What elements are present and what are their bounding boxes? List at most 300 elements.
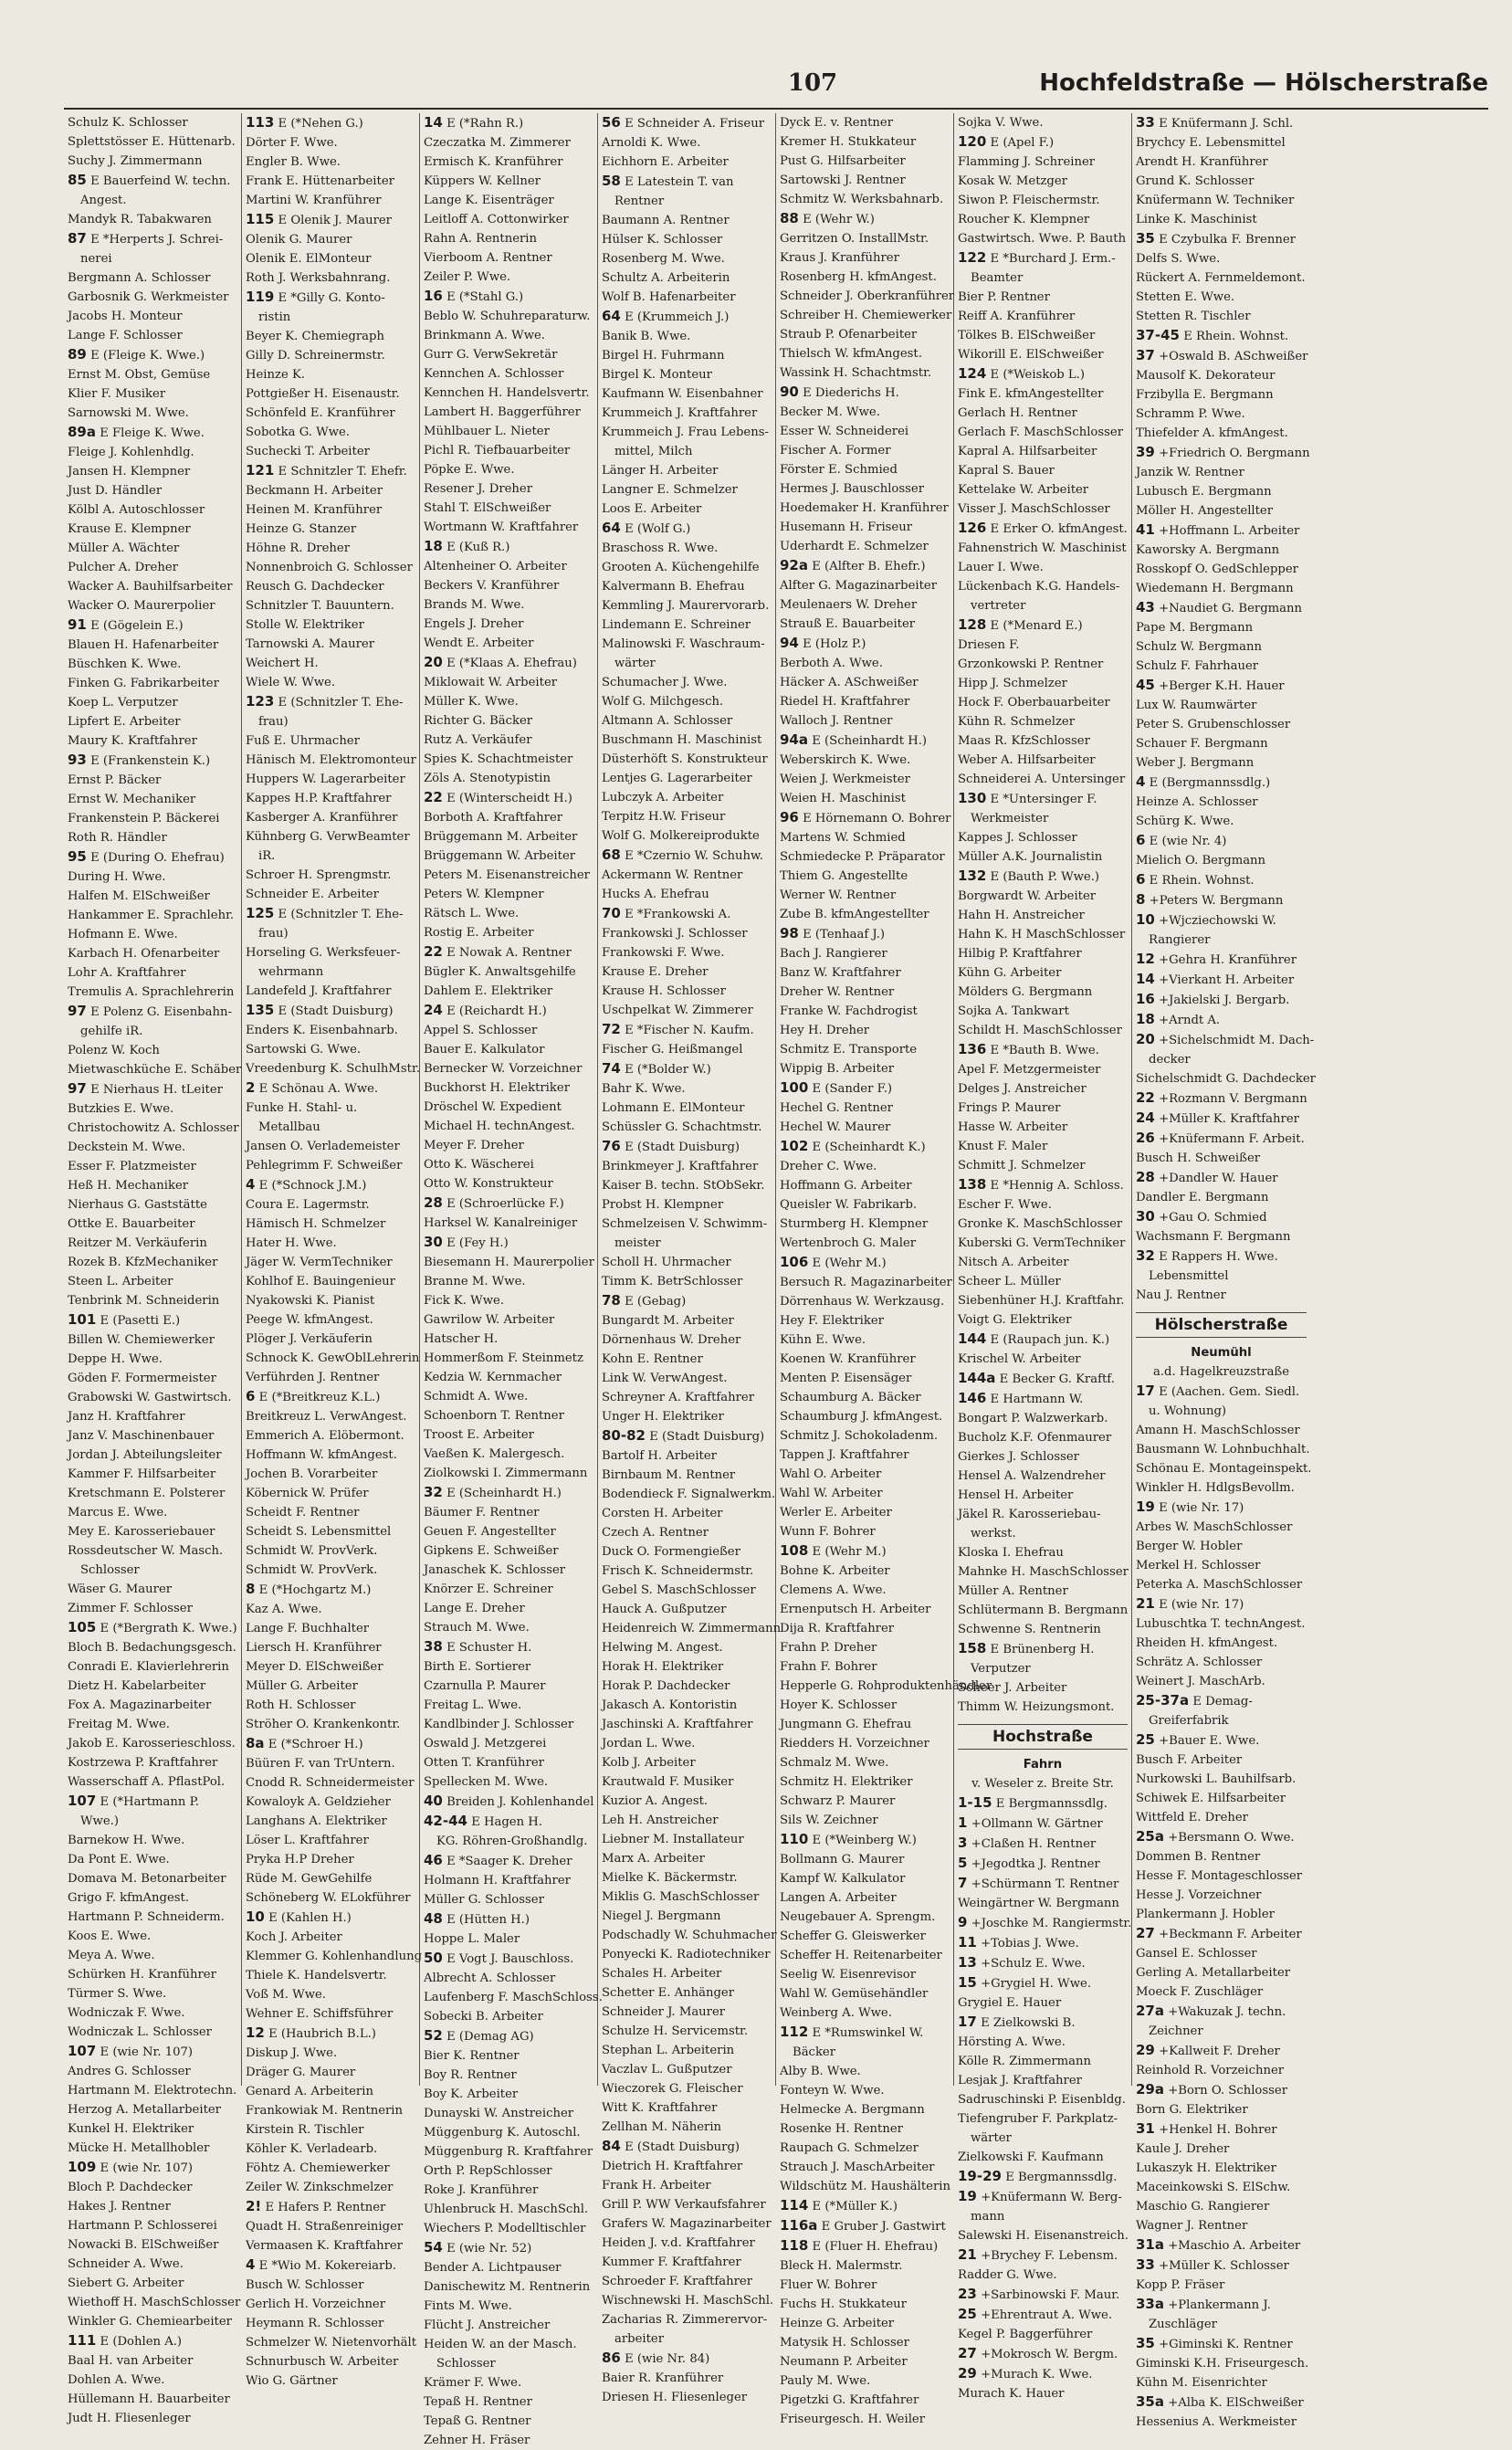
entry-text: Bauer E. Kalkulator [424,1043,545,1057]
entry-text: E Olenik J. Maurer [278,214,392,227]
directory-entry [424,2142,593,2161]
entry-text: Schiwek E. Hilfsarbeiter [1136,1792,1286,1805]
entry-text: E (*Klaas A. Ehefrau) [446,657,577,670]
house-number: 33 [1136,2256,1155,2273]
directory-entry [602,2003,772,2022]
house-number: 29a [1136,2081,1164,2098]
house-number: 1-15 [958,1794,992,1811]
entry-text: Schneider J. Maurer [602,2005,726,2019]
directory-entry [68,1965,237,1984]
entry-text: Klemmer G. Kohlenhandlung [246,1950,423,1963]
directory-entry [68,751,237,771]
entry-text: +Kallweit F. Dreher [1159,2045,1280,2058]
entry-text: Genard A. Arbeiterin [246,2085,373,2098]
directory-entry [958,1933,1128,1953]
entry-text: Nierhaus G. Gaststätte [68,1198,207,1212]
entry-text: Heymann R. Schlosser [246,2317,384,2330]
directory-entry [958,2226,1128,2245]
directory-entry [68,1002,237,1022]
entry-text: Hämisch H. Schmelzer [246,1217,386,1231]
directory-entry [1136,463,1307,482]
entry-text: Kaworsky A. Bergmann [1136,543,1280,557]
entry-text: Baier R. Kranführer [602,2371,724,2385]
entry-text: E Schnitzler T. Ehefr. [278,465,407,478]
directory-entry [68,152,237,171]
directory-entry [1136,2295,1307,2315]
directory-entry [1136,1614,1307,1634]
house-number: 28 [1136,1169,1155,1185]
directory-entry [780,1292,950,1311]
directory-entry [602,423,772,442]
entry-text: Plöger J. Verkäuferin [246,1332,373,1346]
directory-entry [1136,1069,1316,1088]
directory-entry [780,1118,950,1137]
house-number: 64 [602,520,621,536]
directory-entry [424,1387,593,1406]
directory-entry [602,1059,772,1079]
directory-entry [780,1753,950,1772]
directory-entry [1136,1382,1307,1402]
entry-text: Busch H. Schweißer [1136,1151,1261,1165]
directory-entry [780,983,950,1002]
entry-text: Tremulis A. Sprachlehrerin [68,985,235,999]
directory-entry [246,1040,415,1059]
entry-text: Wahl O. Arbeiter [780,1467,882,1481]
entry-text: E Rhein. Wohnst. [1183,330,1289,343]
entry-text: Schultz A. Arbeiterin [602,271,730,285]
entry-text: Nyakowski K. Pianist [246,1294,375,1308]
directory-entry [1136,637,1307,657]
directory-entry [246,1503,415,1522]
entry-text: Bodendieck F. Signalwerkm. [602,1488,776,1501]
entry-text: E *Hennig A. Schloss. [990,1179,1124,1193]
entry-text: Deppe H. Wwe. [68,1352,163,1366]
directory-entry [602,2369,772,2388]
entry-text: +Joschke M. Rangiermstr. [971,1917,1132,1930]
entry-text: Grzonkowski P. Rentner [958,657,1104,671]
entry-text: Visser J. MaschSchlosser [958,502,1110,516]
entry-text: Zöls A. Stenotypistin [424,772,551,785]
directory-entry [424,1233,593,1253]
entry-text: Arnoldi K. Wwe. [602,136,701,150]
entry-text: Sarnowski M. Wwe. [68,406,189,420]
entry-text: Duck O. Formengießer [602,1545,740,1559]
directory-entry [68,2139,237,2158]
directory-entry [780,325,950,344]
entry-text: Dröschel W. Expedient [424,1100,562,1114]
entry-text: Köhler K. Verladearb. [246,2142,378,2156]
house-number: 114 [780,2197,809,2213]
house-number: 89 [68,346,87,363]
directory-entry [602,788,772,807]
entry-text: Wacker O. Maurerpolier [68,599,215,613]
entry-text: Hepperle G. Rohproduktenhändler [780,1679,992,1693]
entry-text: E *Frankowski A. [625,908,731,921]
entry-text: Schmelzer W. Nietenvorhält [246,2336,417,2350]
entry-text: Gawrilow W. Arbeiter [424,1313,555,1327]
directory-entry [68,963,237,983]
entry-text: Flamming J. Schreiner [958,155,1096,169]
house-number: 110 [780,1831,809,1847]
entry-text: E (Fey H.) [446,1236,509,1250]
entry-text: E (Stadt Duisburg) [278,1004,394,1018]
entry-text: +Beckmann F. Arbeiter [1159,1928,1302,1941]
directory-entry [1136,2276,1307,2295]
entry-text: Schmitz J. Schokoladenm. [780,1429,939,1443]
entry-text: Roke J. Kranführer [424,2183,539,2197]
directory-entry [246,577,415,596]
directory-entry [1136,1963,1307,1982]
house-number: 85 [68,172,87,188]
directory-entry [958,1330,1128,1350]
directory-entry [246,500,415,520]
directory-entry [780,499,950,518]
entry-text: Krischel W. Arbeiter [958,1352,1081,1366]
entry-text: Beblo W. Schuhreparaturw. [424,310,591,323]
entry-text: Wortmann W. Kraftfahrer [424,520,579,534]
entry-text: Karbach H. Ofenarbeiter [68,947,220,961]
entry-text: gehilfe iR. [80,1025,143,1038]
entry-text: Grigo F. kfmAngest. [68,1891,190,1905]
directory-entry [602,1657,772,1677]
directory-entry [1136,812,1307,831]
entry-text: Müller G. Arbeiter [246,1679,358,1693]
directory-entry [424,1637,593,1657]
directory-entry [424,2066,593,2085]
directory-entry [246,1619,415,1638]
directory-entry [246,539,415,558]
entry-text: Schmidt W. ProvVerk. [246,1563,378,1577]
entry-text: Pust G. Hilfsarbeiter [780,154,906,168]
directory-entry [424,885,593,904]
house-number: 31 [1136,2120,1155,2137]
house-number: 4 [1136,773,1146,790]
directory-entry [1136,1421,1307,1440]
directory-entry [958,2245,1128,2266]
entry-text: Nurkowski L. Bauhilfsarb. [1136,1772,1297,1786]
directory-entry [246,2004,415,2024]
entry-text: Sartowski G. Wwe. [246,1043,362,1057]
entry-text: Altmann A. Schlosser [602,714,733,728]
entry-text: Bleck H. Malermstr. [780,2259,903,2273]
directory-entry [246,1465,415,1484]
entry-text: Bach J. Rangierer [780,947,887,961]
directory-entry [246,615,415,635]
entry-text: E Latestein T. van [625,175,734,189]
entry-text: +Tobias J. Wwe. [981,1937,1079,1951]
house-number: 119 [246,289,275,305]
directory-entry [246,943,415,962]
directory-entry [958,1369,1128,1389]
entry-text: Jansen H. Klempner [68,465,191,478]
entry-text: Zehner H. Fräser [424,2434,530,2447]
entry-text: Sojka A. Tankwart [958,1004,1069,1018]
directory-entry [424,537,593,557]
house-number: 72 [602,1021,621,1037]
directory-entry [424,2200,593,2219]
directory-entry [780,924,950,944]
entry-text: Kosak W. Metzger [958,174,1067,188]
directory-entry [780,2371,950,2391]
entry-text: Strauch M. Wwe. [424,1621,530,1635]
directory-entry [780,1426,950,1446]
entry-text: Appel S. Schlosser [424,1024,538,1037]
entry-text: Suchy J. Zimmermann [68,154,203,168]
entry-text: Frings P. Maurer [958,1101,1061,1115]
directory-entry [424,2316,593,2335]
entry-text: Driesen H. Fliesenleger [602,2391,748,2404]
entry-text: Ernenputsch H. Arbeiter [780,1603,931,1616]
entry-text: Reitzer M. Verkäuferin [68,1236,207,1250]
entry-text: Escher F. Wwe. [958,1198,1052,1212]
entry-text: E (Stadt Duisburg) [625,2140,740,2154]
entry-text: Knüfermann W. Techniker [1136,194,1295,207]
entry-text: Hakes J. Rentner [68,2200,171,2213]
entry-text: Pryka H.P Dreher [246,1853,354,1866]
entry-text: Schnurbusch W. Arbeiter [246,2355,399,2369]
entry-text: E Demag- [1192,1695,1253,1709]
directory-entry [68,326,237,345]
entry-text: Hey F. Elektriker [780,1314,884,1328]
directory-entry [246,846,415,866]
entry-text: Plankermann J. Hobler [1136,1908,1275,1921]
entry-text: Grooten A. Küchengehilfe [602,561,760,574]
entry-text: Lubuschtka T. technAngest. [1136,1617,1306,1631]
directory-entry [68,1253,237,1272]
directory-entry [602,1330,772,1350]
directory-entry [424,1734,593,1753]
directory-entry [780,789,950,808]
directory-entry [780,1522,950,1541]
directory-entry [958,1060,1128,1079]
entry-text: Sadruschinski P. Eisenbldg. [958,2093,1126,2107]
directory-entry [68,906,237,925]
directory-entry [1136,870,1307,890]
directory-entry [780,692,950,711]
entry-text: Dunayski W. Anstreicher [424,2107,574,2120]
entry-text: Fick K. Wwe. [424,1294,505,1308]
directory-entry [602,962,772,982]
entry-text: Beckmann H. Arbeiter [246,484,383,498]
directory-entry [602,2214,772,2234]
directory-entry [246,1253,415,1272]
directory-entry [780,287,955,306]
directory-entry [1136,1982,1307,2002]
directory-column-3 [420,113,603,2447]
entry-text: Mühlbauer L. Nieter [424,425,550,438]
directory-entry [1136,1691,1307,1711]
directory-entry [780,403,950,422]
entry-text: Göden F. Formermeister [68,1372,216,1385]
entry-text: Weberskirch K. Wwe. [780,753,911,767]
entry-text: Nowacki B. ElSchweißer [68,2238,219,2252]
entry-text: Da Pont E. Wwe. [68,1853,170,1866]
directory-entry [424,403,593,422]
entry-text: Frankowski J. Schlosser [602,927,748,941]
directory-entry [424,2277,593,2297]
entry-text: Verführden J. Rentner [246,1371,380,1384]
directory-entry [424,384,593,403]
entry-text: Janzik W. Rentner [1136,466,1244,479]
directory-entry [246,481,415,500]
entry-text: +Knüfermann W. Berg- [981,2191,1122,2204]
page-number: 107 [787,69,838,97]
entry-text: Frank E. Hüttenarbeiter [246,174,394,188]
entry-text: Wehner E. Schiffsführer [246,2007,394,2021]
entry-text: Kühn E. Wwe. [780,1333,866,1347]
entry-text: Weien J. Werkmeister [780,773,910,786]
directory-entry [246,789,415,808]
entry-text: Birnbaum M. Rentner [602,1468,736,1482]
directory-entry [424,2104,593,2123]
directory-entry [1136,229,1307,249]
directory-entry [68,1657,237,1677]
directory-entry [68,809,237,828]
directory-entry [68,1850,237,1869]
entry-text: Finken G. Fabrikarbeiter [68,677,219,690]
directory-entry [780,363,950,383]
entry-text: Polenz W. Koch [68,1044,160,1057]
entry-text: E (Scheinhardt K.) [812,1141,926,1154]
entry-text: Tappen J. Kraftfahrer [780,1448,909,1462]
entry-text: Müggenburg K. Autoschl. [424,2126,581,2140]
entry-text: Jochen B. Vorarbeiter [246,1467,378,1481]
directory-entry [602,249,772,268]
entry-text: Queisler W. Fabrikarb. [780,1198,918,1212]
entry-text: Born G. Elektriker [1136,2103,1248,2117]
directory-entry [780,1040,950,1059]
directory-entry [780,1772,950,1792]
entry-text: E (Scheinhardt H.) [812,734,928,748]
directory-entry [780,673,950,692]
directory-entry [1136,2315,1307,2334]
entry-text: E (*Schroer H.) [268,1738,363,1751]
directory-entry [68,1214,237,1234]
entry-text: Arendt H. Kranführer [1136,155,1268,169]
directory-entry [424,2238,593,2258]
entry-text: Küppers W. Kellner [424,174,541,188]
directory-entry [602,1040,772,1059]
directory-entry [958,847,1128,867]
directory-entry [68,2158,237,2178]
entry-text: E (Stadt Duisburg) [649,1430,765,1444]
entry-text: Jakob E. Karosserieschloss. [68,1737,236,1751]
entry-text: Grafers W. Magazinarbeiter [602,2217,772,2231]
entry-text: Jacobs H. Monteur [68,310,183,323]
directory-entry [424,1599,593,1618]
directory-entry [424,2258,593,2277]
entry-text: E Brünenberg H. [990,1643,1095,1656]
entry-text: Grygiel E. Hauer [958,1996,1062,2010]
entry-text: E (Schnitzler T. Ehe- [278,696,404,710]
directory-entry [780,1850,950,1869]
directory-entry [958,2305,1128,2325]
directory-entry [958,326,1128,345]
entry-text: Weber J. Bergmann [1136,756,1255,770]
entry-text: E Fleige K. Wwe. [100,426,205,440]
entry-text: Splettstösser E. Hüttenarb. [68,135,236,149]
directory-entry [246,1078,415,1099]
directory-entry [780,2295,950,2314]
entry-text: Scholl H. Uhrmacher [602,1256,731,1269]
directory-entry [780,576,950,595]
entry-text: Ziolkowski I. Zimmermann [424,1467,588,1480]
entry-text: Banz W. Kraftfahrer [780,966,901,980]
directory-entry [958,2285,1128,2305]
directory-entry [780,905,950,924]
entry-text: E (Reichardt H.) [446,1004,547,1018]
directory-entry [958,2364,1128,2384]
directory-entry [1136,1827,1307,1847]
entry-text: E (Wolf G.) [625,522,691,536]
directory-entry [780,1638,950,1657]
directory-entry [68,1927,237,1946]
entry-text: Fischer G. Heißmangel [602,1043,743,1057]
directory-entry [1136,520,1307,541]
directory-entry [780,1059,950,1078]
entry-text: E (wie Nr. 84) [625,2352,710,2366]
directory-entry [1136,1402,1307,1421]
entry-text: Voß M. Wwe. [246,1988,326,2002]
entry-text: Horseling G. Werksfeuer- [246,946,401,960]
entry-text: Mietwaschküche E. Schäber [68,1063,242,1077]
directory-entry [68,1291,237,1310]
directory-entry [424,1368,593,1387]
directory-entry [68,1580,237,1599]
entry-text: E Rhein. Wohnst. [1149,874,1255,888]
entry-text: Tepaß H. Rentner [424,2395,532,2409]
entry-text: Laufenberg F. MaschSchloss. [424,1991,603,2004]
directory-entry [958,461,1128,480]
directory-entry [246,172,415,191]
directory-entry [68,365,237,384]
directory-entry [602,2272,772,2291]
entry-text: Wahl W. Arbeiter [780,1487,883,1500]
directory-entry [958,307,1128,326]
entry-text: +Rozmann V. Bergmann [1159,1092,1307,1106]
entry-text: Peters M. Eisenanstreicher [424,868,590,882]
entry-text: Freitag L. Wwe. [424,1698,522,1712]
entry-text: Heidenreich W. Zimmermann [602,1622,782,1635]
directory-entry [602,1638,772,1657]
directory-entry [246,2276,415,2295]
house-number: 50 [424,1950,443,1966]
entry-text: Schoenborn T. Rentner [424,1409,564,1423]
entry-text: Zeiler W. Zinkschmelzer [246,2181,394,2194]
entry-text: Schneider J. Oberkranführer [780,289,955,303]
entry-text: Rutz A. Verkäufer [424,733,532,747]
entry-text: Corsten H. Arbeiter [602,1507,723,1520]
entry-text: Meyer D. ElSchweißer [246,1660,383,1674]
entry-text: Schnock K. GewOblLehrerin [246,1351,420,1365]
entry-text: Langner E. Schmelzer [602,483,738,497]
house-number: 70 [602,905,621,921]
house-number: 30 [1136,1208,1155,1225]
entry-text: Weien H. Maschinist [780,792,906,805]
entry-text: Lange F. Schlosser [68,329,183,342]
directory-entry [780,2139,950,2158]
directory-entry [602,2137,772,2157]
directory-entry [68,983,237,1002]
entry-text: Schüssler G. Schachtmstr. [602,1120,762,1134]
entry-text: Gerlach F. MaschSchlosser [958,426,1123,439]
house-number: 46 [424,1852,443,1868]
entry-text: Hankammer E. Sprachlehr. [68,909,235,922]
entry-text: Schmelzeisen V. Schwimm- [602,1217,768,1231]
entry-text: Reinhold R. Vorzeichner [1136,2064,1285,2077]
entry-text: Martens W. Schmied [780,831,906,845]
entry-text: Klier F. Musiker [68,387,166,401]
